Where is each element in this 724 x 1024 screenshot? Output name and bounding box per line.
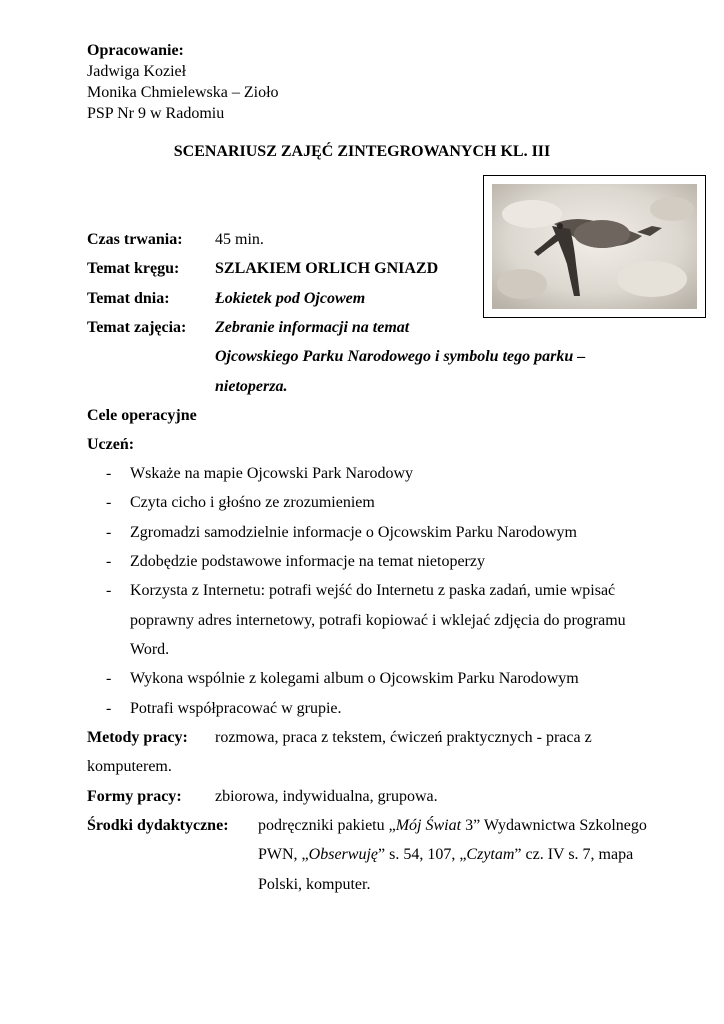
list-item: Zgromadzi samodzielnie informacje o Ojcowskim Parku Narodowym <box>130 524 577 541</box>
methods-value: rozmowa, praca z tekstem, ćwiczeń praktycznych - praca z <box>215 729 592 746</box>
list-item: Wykona wspólnie z kolegami album o Ojcowskim Parku Narodowym <box>130 670 579 687</box>
methods-value-continuation: komputerem. <box>87 758 172 775</box>
list-item: Czyta cicho i głośno ze zrozumieniem <box>130 494 375 511</box>
list-item: Korzysta z Internetu: potrafi wejść do Internetu z paska zadań, umie wpisać <box>130 582 616 599</box>
bat-photo <box>483 175 706 318</box>
teaching-aids-value: podręczniki pakietu „Mój Świat 3” Wydawnictwa Szkolnego <box>258 817 647 834</box>
duration-label: Czas trwania: <box>87 231 183 248</box>
bat-icon <box>492 184 697 309</box>
list-bullet: - <box>106 670 112 687</box>
forms-value: zbiorowa, indywidualna, grupowa. <box>215 788 438 805</box>
list-bullet: - <box>106 494 112 511</box>
lesson-topic-value: Zebranie informacji na temat <box>215 319 410 336</box>
lesson-topic-value: nietoperza. <box>215 378 288 395</box>
author-name: Jadwiga Kozieł <box>87 63 187 80</box>
list-item: Wskaże na mapie Ojcowski Park Narodowy <box>130 465 414 482</box>
list-bullet: - <box>106 582 112 599</box>
methods-label: Metody pracy: <box>87 729 188 746</box>
list-item-continuation: poprawny adres internetowy, potrafi kopiować i wklejać zdjęcia do programu <box>130 612 626 629</box>
teaching-aids-value: Polski, komputer. <box>258 876 371 893</box>
lesson-topic-label: Temat zajęcia: <box>87 319 187 336</box>
author-name: Monika Chmielewska – Zioło <box>87 84 279 101</box>
teaching-aids-label: Środki dydaktyczne: <box>87 817 229 834</box>
list-bullet: - <box>106 524 112 541</box>
list-item: Potrafi współpracować w grupie. <box>130 700 342 717</box>
day-topic-value: Łokietek pod Ojcowem <box>215 290 366 307</box>
objectives-heading: Cele operacyjne <box>87 407 197 424</box>
lesson-topic-value: Ojcowskiego Parku Narodowego i symbolu tego parku – <box>215 348 586 365</box>
list-bullet: - <box>106 553 112 570</box>
circle-topic-label: Temat kręgu: <box>87 260 180 277</box>
circle-topic-value: SZLAKIEM ORLICH GNIAZD <box>215 260 439 277</box>
student-label: Uczeń: <box>87 436 135 453</box>
duration-value: 45 min. <box>215 231 264 248</box>
list-bullet: - <box>106 700 112 717</box>
prepared-by-label: Opracowanie: <box>87 42 184 59</box>
list-item: Zdobędzie podstawowe informacje na temat nietoperzy <box>130 553 485 570</box>
teaching-aids-value: PWN, „Obserwuję” s. 54, 107, „Czytam” cz. IV s. 7, mapa <box>258 846 634 863</box>
list-item-continuation: Word. <box>130 641 170 658</box>
day-topic-label: Temat dnia: <box>87 290 170 307</box>
list-bullet: - <box>106 465 112 482</box>
forms-label: Formy pracy: <box>87 788 182 805</box>
document-title: SCENARIUSZ ZAJĘĆ ZINTEGROWANYCH KL. III <box>173 143 551 160</box>
school-name: PSP Nr 9 w Radomiu <box>87 105 225 122</box>
